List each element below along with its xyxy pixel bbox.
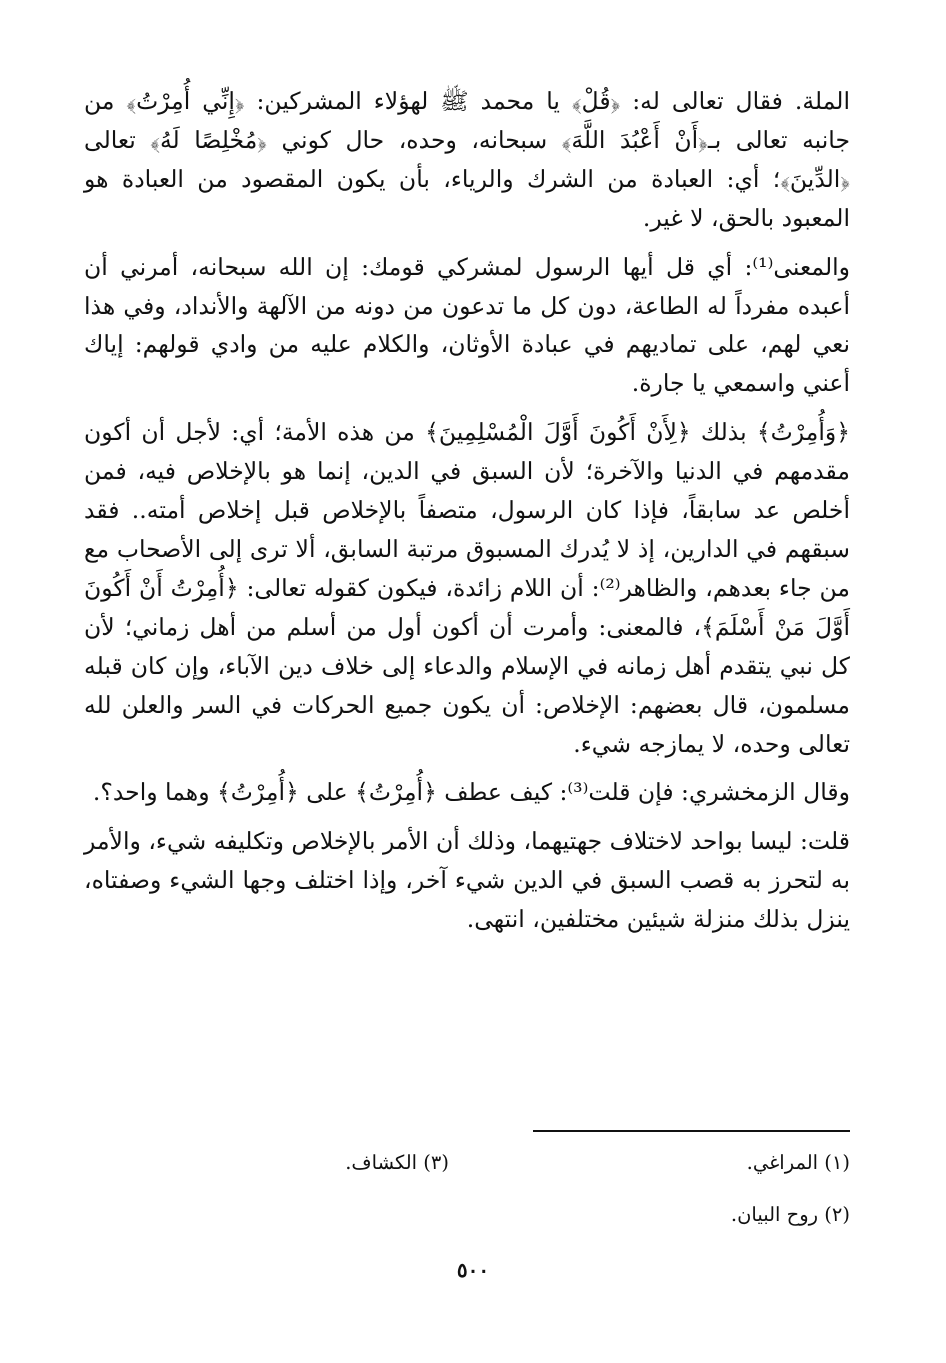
paragraph-5: قلت: ليسا بواحد لاختلاف جهتيهما، وذلك أن الأمر بالإخلاص وتكليفه شيء، والأمر به لتحرز به قصب السبق في الدين شيء آخر، وإذا اختلف وجها الشيء وصفتاه، ينزل بذلك منزلة شيئين مختلفين، انتهى. (84, 827, 850, 934)
page-number: ٥٠٠ (456, 1258, 490, 1282)
footnote-divider (533, 1130, 850, 1132)
main-text (84, 82, 850, 939)
paragraph-4: وقال الزمخشري: فإن قلت⁽³⁾: كيف عطف ﴿أُمِرْتُ﴾ على ﴿أُمِرْتُ﴾ وهما واحد؟. (92, 778, 850, 807)
footnote-2: (٢) روح البيان. (730, 1203, 850, 1226)
footnote-1: (١) المراغي. (746, 1151, 850, 1174)
paragraph-2: والمعنى⁽¹⁾: أي قل أيها الرسول لمشركي قومك: إن الله سبحانه، أمرني أن أعبده مفرداً له الطاعة، دون كل ما تدعون من دونه من الآلهة والأنداد، وفي هذا نعي لهم، على تماديهم في عبادة الأوثان، والكلام عليه من وادي قولهم: إياك أعني واسمعي يا جارة. (84, 252, 850, 398)
paragraph-3: ﴿وَأُمِرْتُ﴾ بذلك ﴿لِأَنْ أَكُونَ أَوَّلَ الْمُسْلِمِينَ﴾ من هذه الأمة؛ أي: لأجل أن أكون مقدمهم في الدنيا والآخرة؛ لأن السبق في الدين، إنما هو بالإخلاص فيه، فمن أخلص عد سابقاً، فإذا كان الرسول، متصفاً بالإخلاص قبل إخلاص أمته.. فقد سبقهم في الدارين، إذ لا يُدرك المسبوق مرتبة السابق، ألا ترى إلى الأصحاب مع من جاء بعدهم، والظاهر⁽²⁾: أن اللام زائدة، فيكون كقوله تعالى: ﴿أُمِرْتُ أَنْ أَكُونَ أَوَّلَ مَنْ أَسْلَمَ﴾، فالمعنى: وأمرت أن أكون أول من أسلم من أهل زماني؛ لأن كل نبي يتقدم أهل زمانه في الإسلام والدعاء إلى خلاف دين الآباء، وإن كان قبله مسلمون، قال بعضهم: الإخلاص: أن يكون جميع الحركات في السر والعلن لله تعالى وحده، لا يمازجه شيء. (84, 418, 851, 758)
footnote-3: (٣) الكشاف. (345, 1151, 449, 1174)
paragraph-1: الملة. فقال تعالى له: ﴿قُلْ﴾ يا محمد ﷺ لهؤلاء المشركين: ﴿إِنِّي أُمِرْتُ﴾ من جانبه تعالى بـ﴿أَنْ أَعْبُدَ اللَّهَ﴾ سبحانه، وحده، حال كوني ﴿مُخْلِصًا لَهُ﴾ تعالى ﴿الدِّينَ﴾؛ أي: العبادة من الشرك والرياء، بأن يكون المقصود من العبادة هو المعبود بالحق، لا غير. (84, 87, 850, 232)
